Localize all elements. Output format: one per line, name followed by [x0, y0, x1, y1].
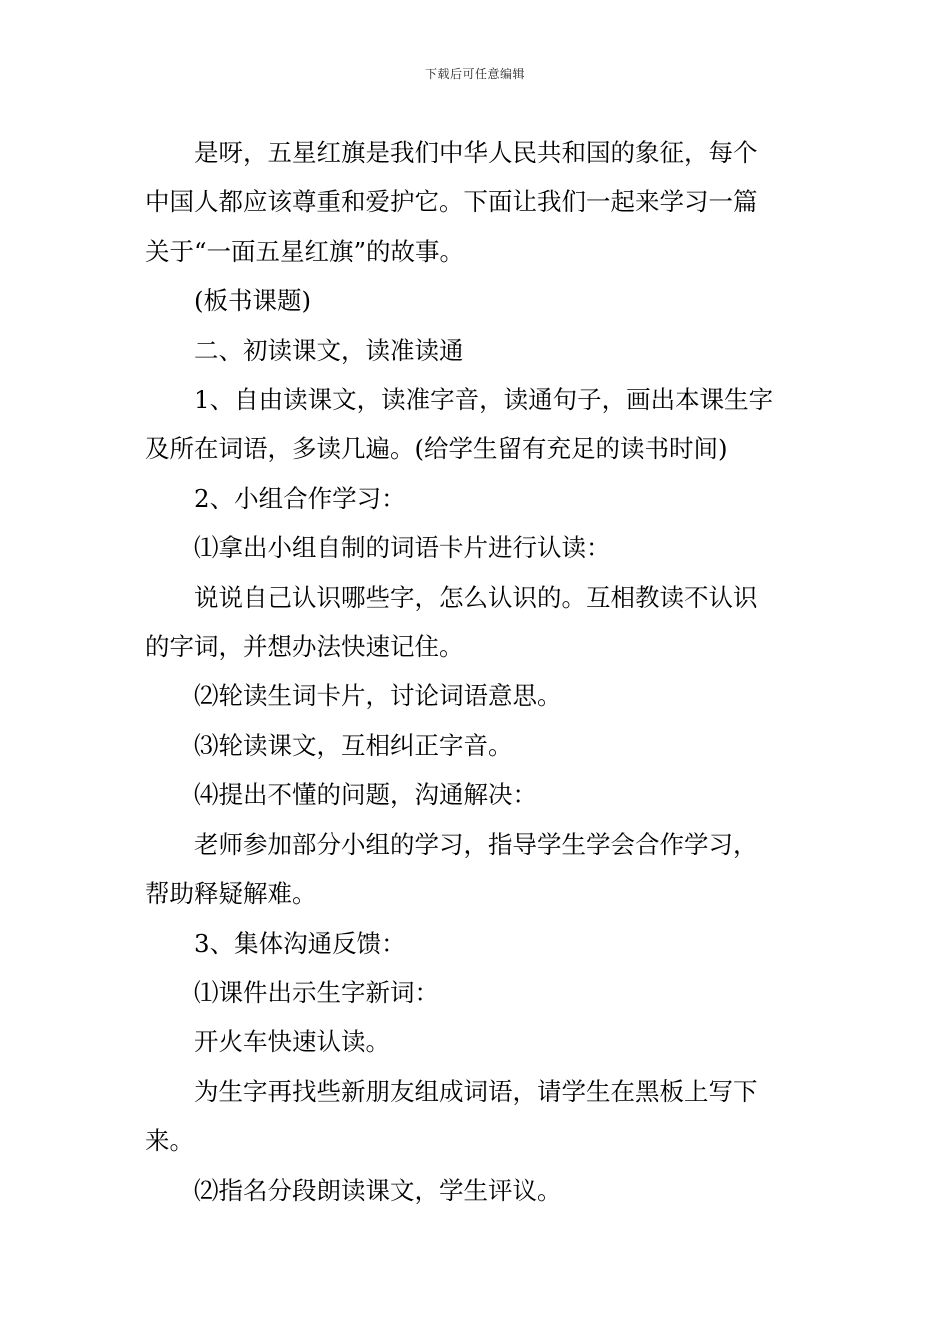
paragraph-line: 说说自己认识哪些字，怎么认识的。互相教读不认识	[194, 582, 758, 612]
paragraph-p12	[145, 919, 807, 968]
paragraph-line: 是呀，五星红旗是我们中华人民共和国的象征，每个	[194, 138, 758, 167]
paragraph-p16	[145, 1166, 807, 1215]
paragraph-line: 二、初读课文，读准读通	[194, 335, 464, 365]
paragraph-line: ⑴拿出小组自制的词语卡片进行认读：	[194, 533, 611, 563]
document-body	[145, 128, 807, 1215]
paragraph-line: ⑵轮读生词卡片，讨论词语意思。	[194, 681, 562, 711]
paragraph-line: 帮助释疑解难。	[145, 879, 317, 909]
paragraph-p11	[145, 820, 807, 919]
paragraph-p1	[145, 128, 807, 276]
paragraph-line: (板书课题)	[194, 286, 312, 316]
paragraph-p8	[145, 671, 807, 720]
paragraph-p7	[145, 573, 807, 672]
paragraph-line: ⑶轮读课文，互相纠正字音。	[194, 730, 513, 760]
paragraph-line: 的字词，并想办法快速记住。	[145, 632, 464, 662]
page-header: 下载后可任意编辑	[424, 67, 525, 81]
paragraph-line: ⑴课件出示生字新词：	[194, 977, 439, 1007]
paragraph-line: 中国人都应该尊重和爱护它。下面让我们一起来学习一篇	[145, 187, 758, 217]
paragraph-p13	[145, 968, 807, 1017]
paragraph-line: ⑷提出不懂的问题，沟通解决：	[194, 780, 537, 810]
paragraph-line: 1、自由读课文，读准字音，读通句子，画出本课生字	[194, 385, 774, 415]
paragraph-line: ⑵指名分段朗读课文，学生评议。	[194, 1175, 562, 1205]
paragraph-p6	[145, 523, 807, 572]
paragraph-line: 及所在词语，多读几遍。(给学生留有充足的读书时间)	[145, 434, 728, 464]
paragraph-p3	[145, 326, 807, 375]
paragraph-p15	[145, 1067, 807, 1166]
paragraph-line: 3、集体沟通反馈：	[194, 928, 406, 958]
paragraph-p9	[145, 721, 807, 770]
paragraph-p10	[145, 770, 807, 819]
paragraph-p14	[145, 1017, 807, 1066]
paragraph-line: 来。	[145, 1126, 194, 1156]
paragraph-line: 关于“一面五星红旗”的故事。	[145, 236, 465, 266]
paragraph-p4	[145, 375, 807, 474]
paragraph-p5	[145, 474, 807, 523]
paragraph-line: 开火车快速认读。	[194, 1027, 390, 1057]
paragraph-line: 为生字再找些新朋友组成词语，请学生在黑板上写下	[194, 1076, 758, 1106]
paragraph-p2	[145, 276, 807, 325]
paragraph-line: 2、小组合作学习：	[194, 483, 406, 513]
paragraph-line: 老师参加部分小组的学习，指导学生学会合作学习，	[194, 829, 758, 859]
